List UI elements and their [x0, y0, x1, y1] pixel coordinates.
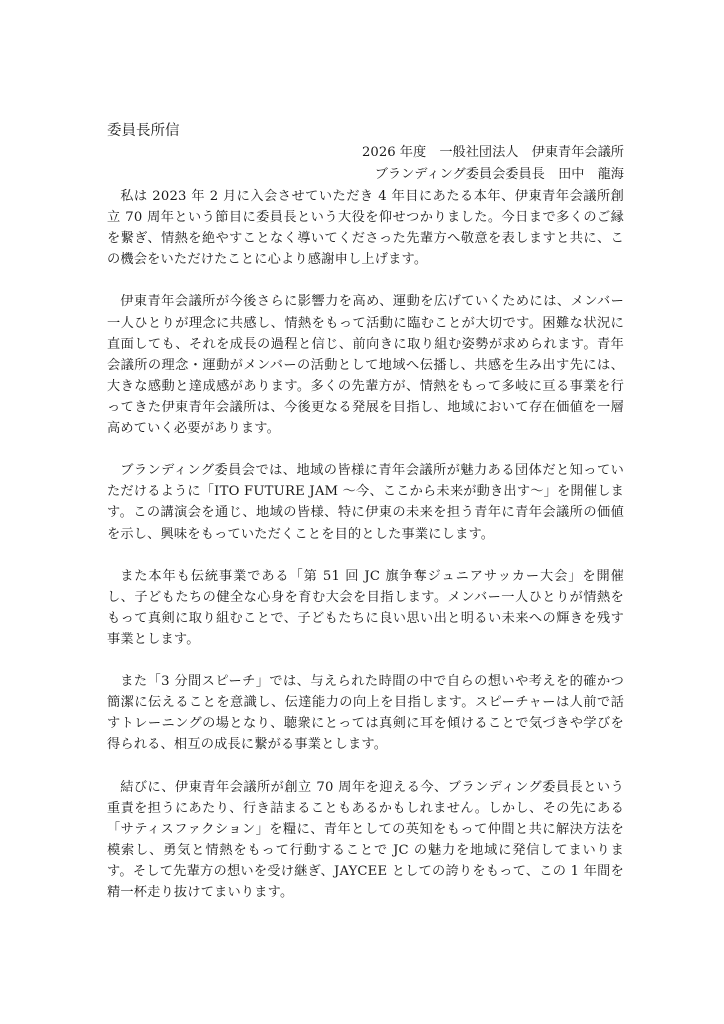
paragraph: ブランディング委員会では、地域の皆様に青年会議所が魅力ある団体だと知っていただけるように「ITO FUTURE JAM 〜今、ここから未来が動き出す〜」を開催します。この講演会を通じ、地域の皆様、特に伊東の未来を担う青年に青年会議所の価値を示し、興味をもっていただくことを目的とした事業にします。	[107, 463, 624, 542]
paragraph: 伊東青年会議所が今後さらに影響力を高め、運動を広げていくためには、メンバー一人ひとりが理念に共感し、情熱をもって活動に臨むことが大切です。困難な状況に直面しても、それを成長の過程と信じ、前向きに取り組む姿勢が求められます。青年会議所の理念・運動がメンバーの活動として地域へ伝播し、共感を生み出す先には、大きな感動と達成感があります。多くの先輩方が、情熱をもって多岐に亘る事業を行ってきた伊東青年会議所は、今後更なる発展を目指し、地域において存在価値を一層高めていく必要があります。	[107, 294, 624, 437]
paragraph-spacer	[107, 270, 624, 291]
document-heading: 委員長所信	[107, 123, 180, 139]
author-role: ブランディング委員会委員長	[374, 167, 545, 182]
paragraph: 私は 2023 年 2 月に入会させていただき 4 年目にあたる本年、伊東青年会議所創立 70 周年という節目に委員長という大役を仰せつかりました。今日まで多くのご縁を繋ぎ、情熱を絶やすことなく導いてくださった先輩方へ敬意を表しますと共に、この機会をいただけたことに心より感謝申し上げます。	[107, 189, 624, 268]
author-line	[107, 164, 624, 186]
organization-line: 2026 年度 一般社団法人 伊東青年会議所	[362, 145, 624, 160]
paragraph-spacer	[107, 756, 624, 777]
paragraph-spacer	[107, 439, 624, 460]
author-block	[107, 142, 624, 186]
author-name: 田中 龍海	[558, 167, 624, 182]
paragraph: また本年も伝統事業である「第 51 回 JC 旗争奪ジュニアサッカー大会」を開催し、子どもたちの健全な心身を育む大会を目指します。メンバー一人ひとりが情熱をもって真剣に取り組むことで、子どもたちに良い思い出と明るい未来への輝きを残す事業とします。	[107, 568, 624, 647]
document-body	[107, 120, 624, 903]
paragraph: 結びに、伊東青年会議所が創立 70 周年を迎える今、ブランディング委員長という重責を担うにあたり、行き詰まることもあるかもしれません。しかし、その先にある「サティスファクション」を糧に、青年としての英知をもって仲間と共に解決方法を模索し、勇気と情熱をもって行動することで JC の魅力を地域に発信してまいります。そして先輩方の想いを受け継ぎ、JAYCEE としての誇りをもって、この 1 年間を精一杯走り抜けてまいります。	[107, 779, 624, 901]
paragraph-spacer	[107, 545, 624, 566]
paragraph-spacer	[107, 650, 624, 671]
paragraph: また「3 分間スピーチ」では、与えられた時間の中で自らの想いや考えを的確かつ簡潔に伝えることを意識し、伝達能力の向上を目指します。スピーチャーは人前で話すトレーニングの場となり、聴衆にとっては真剣に耳を傾けることで気づきや学びを得られる、相互の成長に繋がる事業とします。	[107, 674, 624, 753]
